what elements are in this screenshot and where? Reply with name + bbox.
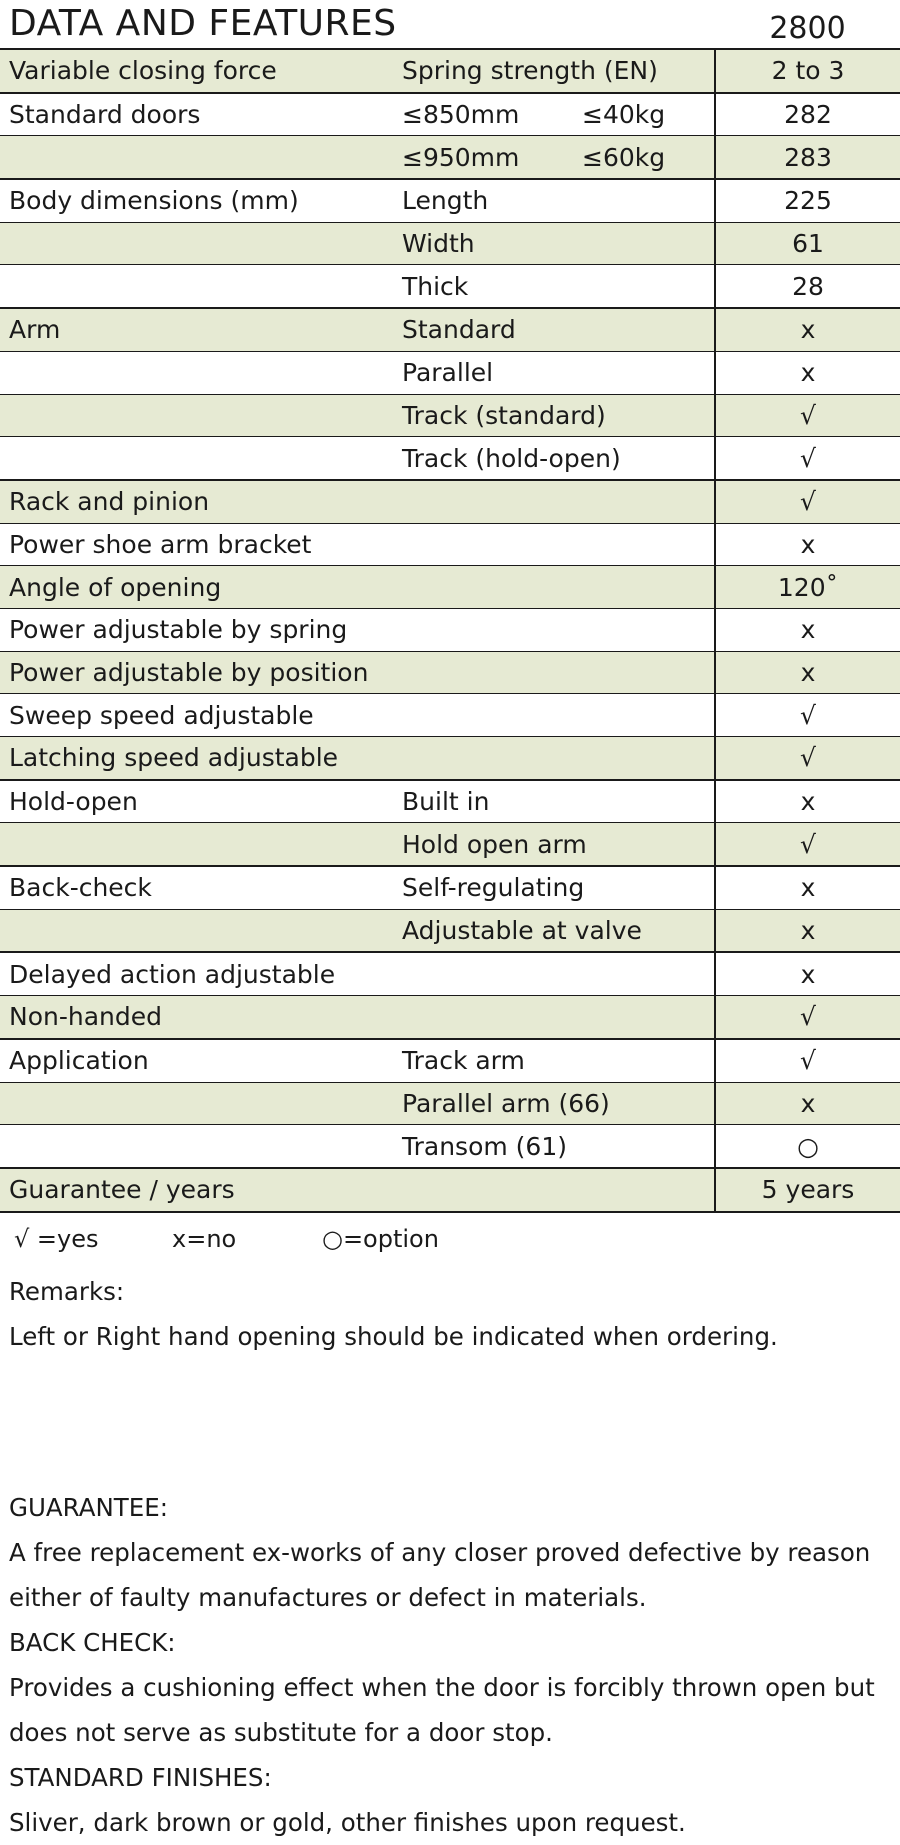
detail-cell: Parallel arm (66) — [390, 1082, 715, 1125]
value-cell: √ — [715, 480, 900, 523]
feature-cell: Power shoe arm bracket — [0, 523, 390, 566]
page-header — [0, 0, 900, 50]
value-cell: x — [715, 308, 900, 351]
value-cell: x — [715, 909, 900, 952]
door-width-limit: ≤950mm — [402, 142, 520, 172]
table-row — [0, 823, 900, 866]
detail-cell: Parallel — [390, 351, 715, 394]
feature-cell: Guarantee / years — [0, 1168, 390, 1212]
detail-cell: Hold open arm — [390, 823, 715, 866]
value-cell: x — [715, 866, 900, 909]
feature-cell — [0, 437, 390, 480]
value-cell: √ — [715, 996, 900, 1039]
detail-cell: Spring strength (EN) — [390, 50, 715, 93]
detail-cell: Self-regulating — [390, 866, 715, 909]
value-cell: 283 — [715, 136, 900, 179]
detail-cell: Standard — [390, 308, 715, 351]
legend-option: ○=option — [322, 1224, 439, 1253]
table-row — [0, 1125, 900, 1168]
value-cell: √ — [715, 1039, 900, 1082]
detail-cell — [390, 694, 715, 737]
value-cell: √ — [715, 437, 900, 480]
feature-cell — [0, 222, 390, 265]
value-cell: 5 years — [715, 1168, 900, 1212]
value-cell: x — [715, 1082, 900, 1125]
detail-cell: Thick — [390, 265, 715, 308]
feature-cell — [0, 909, 390, 952]
detail-cell: Track (standard) — [390, 394, 715, 437]
feature-cell: Standard doors — [0, 93, 390, 136]
page-title: DATA AND FEATURES — [9, 3, 397, 44]
value-cell: 120˚ — [715, 566, 900, 609]
finishes-heading: STANDARD FINISHES: — [9, 1762, 272, 1792]
table-row — [0, 866, 900, 909]
table-row — [0, 651, 900, 694]
value-cell: x — [715, 523, 900, 566]
value-cell: x — [715, 351, 900, 394]
table-row — [0, 952, 900, 995]
detail-cell: Track (hold-open) — [390, 437, 715, 480]
detail-cell — [390, 952, 715, 995]
detail-cell: Track arm — [390, 1039, 715, 1082]
table-row — [0, 694, 900, 737]
table-row — [0, 179, 900, 222]
feature-cell — [0, 823, 390, 866]
legend — [0, 1213, 900, 1265]
feature-cell — [0, 1082, 390, 1125]
detail-cell: Transom (61) — [390, 1125, 715, 1168]
detail-cell — [390, 523, 715, 566]
door-width-limit: ≤850mm — [402, 100, 520, 130]
table-row — [0, 93, 900, 136]
table-row — [0, 50, 900, 93]
guarantee-heading: GUARANTEE: — [9, 1492, 168, 1522]
detail-cell — [390, 480, 715, 523]
value-cell: 2 to 3 — [715, 50, 900, 93]
value-cell: √ — [715, 694, 900, 737]
feature-cell: Sweep speed adjustable — [0, 694, 390, 737]
backcheck-text: Provides a cushioning effect when the door is forcibly thrown open but does not serve as substitute for a door stop. — [9, 1672, 875, 1747]
backcheck-block — [9, 1620, 894, 1755]
value-cell: 282 — [715, 93, 900, 136]
table-row — [0, 523, 900, 566]
value-cell: x — [715, 608, 900, 651]
table-row — [0, 1168, 900, 1212]
feature-cell: Body dimensions (mm) — [0, 179, 390, 222]
table-row — [0, 437, 900, 480]
legend-no: x=no — [172, 1224, 237, 1253]
feature-cell: Delayed action adjustable — [0, 952, 390, 995]
remarks-heading: Remarks: — [9, 1276, 125, 1306]
value-cell: 61 — [715, 222, 900, 265]
spec-table — [0, 50, 900, 1213]
notes-section — [0, 1269, 900, 1845]
feature-cell: Angle of opening — [0, 566, 390, 609]
table-row — [0, 608, 900, 651]
value-cell: √ — [715, 394, 900, 437]
finishes-block — [9, 1755, 894, 1845]
guarantee-text: A free replacement ex-works of any closer proved defective by reason either of faulty manufactures or defect in materials. — [9, 1537, 871, 1612]
finishes-text: Sliver, dark brown or gold, other finishes upon request. — [9, 1807, 686, 1837]
table-row — [0, 308, 900, 351]
detail-cell — [390, 608, 715, 651]
detail-cell — [390, 93, 715, 136]
table-row — [0, 780, 900, 823]
model-number: 2800 — [769, 11, 846, 46]
feature-cell: Power adjustable by spring — [0, 608, 390, 651]
feature-cell: Hold-open — [0, 780, 390, 823]
feature-cell — [0, 265, 390, 308]
value-cell: x — [715, 952, 900, 995]
table-row — [0, 394, 900, 437]
feature-cell — [0, 136, 390, 179]
feature-cell: Power adjustable by position — [0, 651, 390, 694]
remarks-block — [9, 1269, 894, 1359]
table-row — [0, 737, 900, 780]
detail-cell — [390, 651, 715, 694]
door-weight-limit: ≤60kg — [582, 142, 666, 172]
guarantee-block — [9, 1485, 894, 1620]
table-row — [0, 909, 900, 952]
value-cell: √ — [715, 737, 900, 780]
feature-cell — [0, 351, 390, 394]
table-row — [0, 222, 900, 265]
feature-cell: Arm — [0, 308, 390, 351]
detail-cell — [390, 737, 715, 780]
detail-cell — [390, 1168, 715, 1212]
table-row — [0, 480, 900, 523]
feature-cell: Latching speed adjustable — [0, 737, 390, 780]
table-row — [0, 265, 900, 308]
table-row — [0, 566, 900, 609]
table-row — [0, 1039, 900, 1082]
remarks-text: Left or Right hand opening should be indicated when ordering. — [9, 1321, 778, 1351]
feature-cell: Non-handed — [0, 996, 390, 1039]
value-cell: √ — [715, 823, 900, 866]
value-cell: 225 — [715, 179, 900, 222]
table-row — [0, 351, 900, 394]
detail-cell: Built in — [390, 780, 715, 823]
detail-cell — [390, 566, 715, 609]
value-cell: x — [715, 651, 900, 694]
feature-cell: Application — [0, 1039, 390, 1082]
feature-cell — [0, 1125, 390, 1168]
feature-cell: Rack and pinion — [0, 480, 390, 523]
detail-cell — [390, 136, 715, 179]
table-row — [0, 996, 900, 1039]
feature-cell — [0, 394, 390, 437]
table-row — [0, 136, 900, 179]
value-cell: ○ — [715, 1125, 900, 1168]
feature-cell: Variable closing force — [0, 50, 390, 93]
feature-cell: Back-check — [0, 866, 390, 909]
door-weight-limit: ≤40kg — [582, 100, 666, 130]
detail-cell: Width — [390, 222, 715, 265]
value-cell: 28 — [715, 265, 900, 308]
table-row — [0, 1082, 900, 1125]
backcheck-heading: BACK CHECK: — [9, 1627, 176, 1657]
detail-cell — [390, 996, 715, 1039]
legend-yes: √ =yes — [14, 1224, 99, 1253]
value-cell: x — [715, 780, 900, 823]
detail-cell: Length — [390, 179, 715, 222]
detail-cell: Adjustable at valve — [390, 909, 715, 952]
